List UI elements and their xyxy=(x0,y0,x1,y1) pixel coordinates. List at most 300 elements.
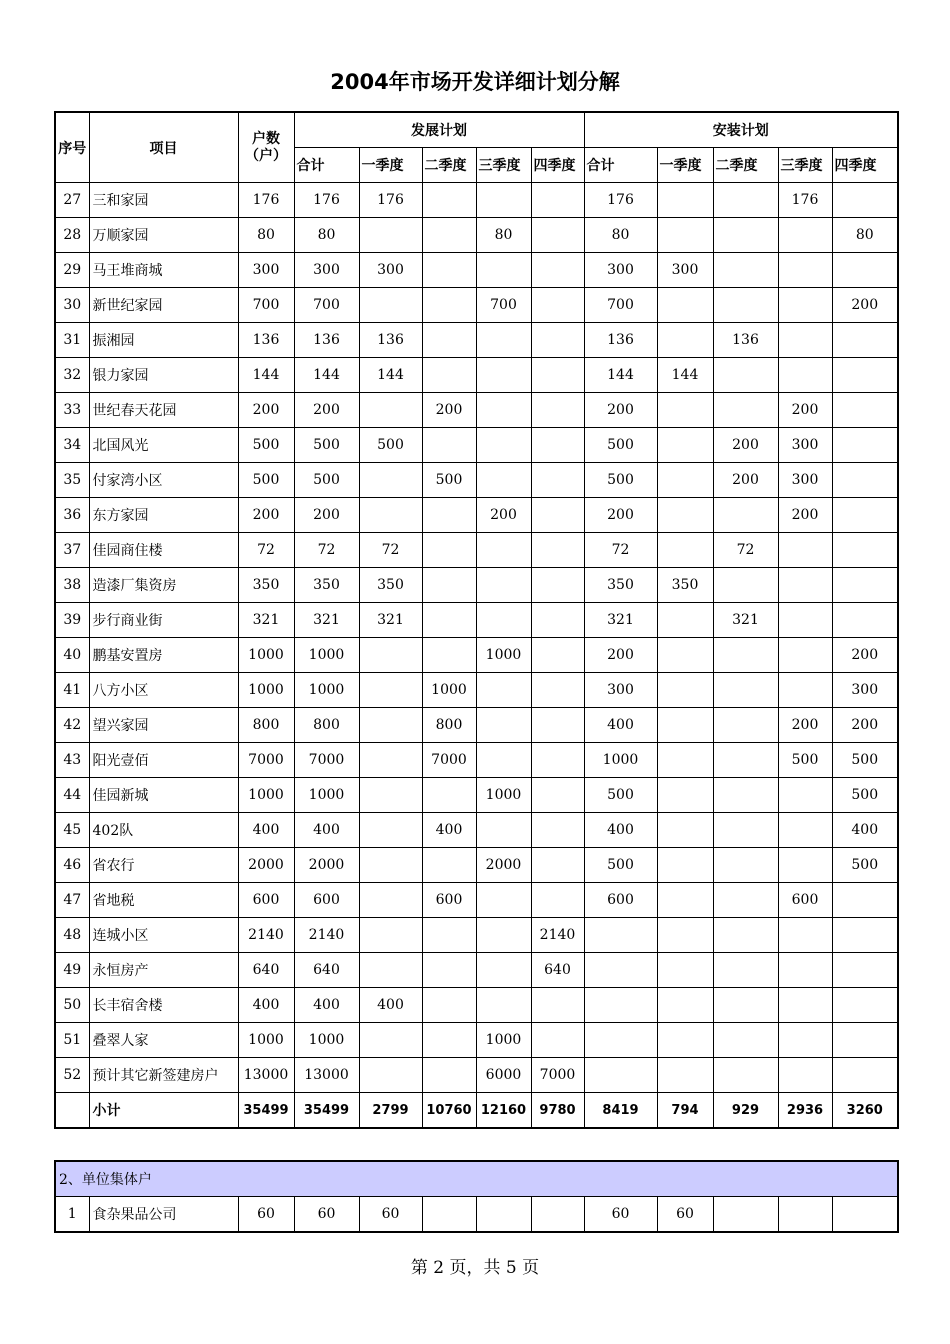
dev-plan-cell: 200 xyxy=(294,393,359,428)
subtotal-cell: 9780 xyxy=(531,1093,584,1129)
row-number: 36 xyxy=(55,498,89,533)
install-plan-cell xyxy=(657,183,713,218)
dev-plan-cell xyxy=(359,218,422,253)
install-plan-cell: 500 xyxy=(832,743,898,778)
dev-plan-cell: 2000 xyxy=(476,848,531,883)
dev-plan-cell xyxy=(531,708,584,743)
install-plan-cell xyxy=(713,673,778,708)
table-row xyxy=(55,533,898,568)
install-plan-cell xyxy=(657,498,713,533)
dev-plan-cell: 600 xyxy=(422,883,476,918)
dev-plan-cell: 1000 xyxy=(476,1023,531,1058)
dev-plan-cell: 7000 xyxy=(294,743,359,778)
install-plan-cell xyxy=(657,533,713,568)
row-households: 1000 xyxy=(238,778,294,813)
install-plan-cell: 200 xyxy=(778,498,832,533)
header-item: 项目 xyxy=(89,112,238,183)
dev-plan-cell: 1000 xyxy=(422,673,476,708)
dev-plan-cell xyxy=(359,883,422,918)
install-plan-cell xyxy=(713,253,778,288)
page-number: 第 2 页，共 5 页 xyxy=(410,1258,540,1278)
dev-plan-cell xyxy=(531,393,584,428)
install-plan-cell: 500 xyxy=(832,848,898,883)
install-plan-cell xyxy=(778,918,832,953)
install-plan-cell: 200 xyxy=(778,393,832,428)
install-plan-cell: 300 xyxy=(584,253,657,288)
dev-plan-cell xyxy=(422,638,476,673)
dev-plan-cell xyxy=(531,463,584,498)
subtotal-cell: 929 xyxy=(713,1093,778,1129)
install-plan-cell xyxy=(713,813,778,848)
install-plan-cell xyxy=(584,1058,657,1093)
install-plan-cell: 500 xyxy=(778,743,832,778)
row-item-name: 银力家园 xyxy=(89,358,238,393)
install-plan-cell: 200 xyxy=(832,288,898,323)
install-plan-cell xyxy=(832,1023,898,1058)
install-plan-cell: 200 xyxy=(584,638,657,673)
table-row xyxy=(55,673,898,708)
row-item-name: 鹏基安置房 xyxy=(89,638,238,673)
install-plan-cell: 144 xyxy=(657,358,713,393)
install-plan-cell xyxy=(713,778,778,813)
header-install-plan: 安装计划 xyxy=(584,112,898,148)
dev-plan-cell: 176 xyxy=(294,183,359,218)
plan-table xyxy=(54,111,899,1129)
collective-table xyxy=(54,1160,899,1233)
section-title: 2、单位集体户 xyxy=(55,1161,898,1197)
dev-plan-cell xyxy=(422,183,476,218)
table-row xyxy=(55,1197,898,1233)
install-plan-cell xyxy=(778,1197,832,1233)
dev-plan-cell: 700 xyxy=(476,288,531,323)
row-number: 43 xyxy=(55,743,89,778)
install-plan-cell xyxy=(657,743,713,778)
row-households: 2000 xyxy=(238,848,294,883)
install-plan-cell xyxy=(778,288,832,323)
install-plan-cell: 72 xyxy=(584,533,657,568)
row-number: 50 xyxy=(55,988,89,1023)
dev-plan-cell: 80 xyxy=(294,218,359,253)
row-number: 34 xyxy=(55,428,89,463)
install-plan-cell xyxy=(832,428,898,463)
subtotal-cell: 10760 xyxy=(422,1093,476,1129)
subtotal-label: 小计 xyxy=(89,1093,238,1129)
install-plan-cell xyxy=(713,918,778,953)
table-row xyxy=(55,218,898,253)
row-households: 60 xyxy=(238,1197,294,1233)
dev-plan-cell xyxy=(422,428,476,463)
install-plan-cell xyxy=(584,988,657,1023)
install-plan-cell xyxy=(713,953,778,988)
row-item-name: 402队 xyxy=(89,813,238,848)
row-households: 500 xyxy=(238,463,294,498)
install-plan-cell xyxy=(713,848,778,883)
dev-plan-cell xyxy=(359,813,422,848)
install-plan-cell xyxy=(778,638,832,673)
table-row xyxy=(55,463,898,498)
dev-plan-cell xyxy=(531,778,584,813)
table-row xyxy=(55,253,898,288)
row-households: 800 xyxy=(238,708,294,743)
row-item-name: 食杂果品公司 xyxy=(89,1197,238,1233)
dev-plan-cell: 321 xyxy=(359,603,422,638)
dev-plan-cell xyxy=(476,568,531,603)
dev-plan-cell xyxy=(476,988,531,1023)
table-row xyxy=(55,183,898,218)
header-dev-q2: 二季度 xyxy=(422,148,476,183)
install-plan-cell xyxy=(657,953,713,988)
subtotal-no xyxy=(55,1093,89,1129)
table-row xyxy=(55,778,898,813)
dev-plan-cell: 500 xyxy=(359,428,422,463)
dev-plan-cell xyxy=(422,288,476,323)
install-plan-cell xyxy=(832,323,898,358)
install-plan-cell xyxy=(832,253,898,288)
install-plan-cell: 600 xyxy=(778,883,832,918)
dev-plan-cell xyxy=(531,253,584,288)
row-item-name: 望兴家园 xyxy=(89,708,238,743)
install-plan-cell: 200 xyxy=(584,393,657,428)
row-number: 28 xyxy=(55,218,89,253)
install-plan-cell xyxy=(832,1197,898,1233)
install-plan-cell xyxy=(713,638,778,673)
row-households: 350 xyxy=(238,568,294,603)
install-plan-cell xyxy=(713,218,778,253)
dev-plan-cell xyxy=(476,708,531,743)
install-plan-cell xyxy=(657,218,713,253)
dev-plan-cell xyxy=(476,673,531,708)
install-plan-cell: 200 xyxy=(584,498,657,533)
row-item-name: 八方小区 xyxy=(89,673,238,708)
dev-plan-cell xyxy=(422,1058,476,1093)
row-number: 1 xyxy=(55,1197,89,1233)
dev-plan-cell xyxy=(359,638,422,673)
header-dev-q1: 一季度 xyxy=(359,148,422,183)
install-plan-cell xyxy=(713,708,778,743)
dev-plan-cell xyxy=(359,778,422,813)
dev-plan-cell xyxy=(531,568,584,603)
install-plan-cell: 400 xyxy=(584,708,657,743)
dev-plan-cell: 800 xyxy=(294,708,359,743)
dev-plan-cell: 7000 xyxy=(531,1058,584,1093)
install-plan-cell xyxy=(713,1058,778,1093)
dev-plan-cell xyxy=(422,253,476,288)
install-plan-cell xyxy=(657,463,713,498)
subtotal-row xyxy=(55,1093,898,1129)
dev-plan-cell xyxy=(476,813,531,848)
dev-plan-cell xyxy=(531,1023,584,1058)
row-item-name: 永恒房产 xyxy=(89,953,238,988)
dev-plan-cell: 350 xyxy=(294,568,359,603)
header-install-total: 合计 xyxy=(584,148,657,183)
dev-plan-cell: 700 xyxy=(294,288,359,323)
install-plan-cell xyxy=(778,848,832,883)
dev-plan-cell xyxy=(422,1023,476,1058)
dev-plan-cell xyxy=(531,638,584,673)
row-households: 1000 xyxy=(238,673,294,708)
install-plan-cell xyxy=(713,498,778,533)
subtotal-cell: 8419 xyxy=(584,1093,657,1129)
dev-plan-cell: 400 xyxy=(294,813,359,848)
install-plan-cell xyxy=(778,533,832,568)
install-plan-cell xyxy=(778,1023,832,1058)
dev-plan-cell: 1000 xyxy=(294,1023,359,1058)
install-plan-cell: 500 xyxy=(584,778,657,813)
row-households: 200 xyxy=(238,393,294,428)
install-plan-cell: 600 xyxy=(584,883,657,918)
install-plan-cell: 1000 xyxy=(584,743,657,778)
dev-plan-cell xyxy=(531,323,584,358)
row-number: 51 xyxy=(55,1023,89,1058)
install-plan-cell: 136 xyxy=(584,323,657,358)
row-households: 500 xyxy=(238,428,294,463)
row-number: 41 xyxy=(55,673,89,708)
dev-plan-cell: 400 xyxy=(294,988,359,1023)
dev-plan-cell: 350 xyxy=(359,568,422,603)
dev-plan-cell xyxy=(476,743,531,778)
install-plan-cell: 500 xyxy=(584,463,657,498)
dev-plan-cell: 1000 xyxy=(294,778,359,813)
install-plan-cell xyxy=(657,813,713,848)
dev-plan-cell xyxy=(422,1197,476,1233)
subtotal-cell: 3260 xyxy=(832,1093,898,1129)
install-plan-cell xyxy=(832,1058,898,1093)
install-plan-cell: 200 xyxy=(778,708,832,743)
install-plan-cell xyxy=(657,288,713,323)
install-plan-cell xyxy=(832,603,898,638)
page-footer xyxy=(0,1256,950,1280)
dev-plan-cell: 60 xyxy=(359,1197,422,1233)
install-plan-cell xyxy=(657,638,713,673)
dev-plan-cell: 136 xyxy=(359,323,422,358)
dev-plan-cell xyxy=(359,288,422,323)
install-plan-cell: 200 xyxy=(832,638,898,673)
subtotal-cell: 35499 xyxy=(294,1093,359,1129)
dev-plan-cell xyxy=(531,988,584,1023)
dev-plan-cell: 200 xyxy=(294,498,359,533)
install-plan-cell: 136 xyxy=(713,323,778,358)
install-plan-cell xyxy=(832,393,898,428)
dev-plan-cell xyxy=(531,1197,584,1233)
header-install-q3: 三季度 xyxy=(778,148,832,183)
dev-plan-cell xyxy=(531,813,584,848)
install-plan-cell xyxy=(778,988,832,1023)
row-item-name: 造漆厂集资房 xyxy=(89,568,238,603)
dev-plan-cell xyxy=(476,463,531,498)
header-dev-plan: 发展计划 xyxy=(294,112,584,148)
row-item-name: 省地税 xyxy=(89,883,238,918)
row-number: 31 xyxy=(55,323,89,358)
dev-plan-cell xyxy=(422,848,476,883)
dev-plan-cell xyxy=(422,953,476,988)
row-households: 1000 xyxy=(238,1023,294,1058)
dev-plan-cell: 800 xyxy=(422,708,476,743)
row-number: 30 xyxy=(55,288,89,323)
dev-plan-cell: 1000 xyxy=(476,778,531,813)
dev-plan-cell xyxy=(476,253,531,288)
install-plan-cell: 80 xyxy=(832,218,898,253)
install-plan-cell xyxy=(778,603,832,638)
dev-plan-cell xyxy=(359,953,422,988)
dev-plan-cell xyxy=(531,288,584,323)
install-plan-cell xyxy=(657,428,713,463)
dev-plan-cell xyxy=(476,358,531,393)
install-plan-cell xyxy=(713,183,778,218)
table-row xyxy=(55,848,898,883)
row-households: 700 xyxy=(238,288,294,323)
dev-plan-cell: 144 xyxy=(359,358,422,393)
table-row xyxy=(55,743,898,778)
row-households: 176 xyxy=(238,183,294,218)
dev-plan-cell xyxy=(422,323,476,358)
dev-plan-cell xyxy=(422,603,476,638)
subtotal-cell: 2799 xyxy=(359,1093,422,1129)
table-row xyxy=(55,393,898,428)
row-number: 47 xyxy=(55,883,89,918)
header-dev-total: 合计 xyxy=(294,148,359,183)
install-plan-cell xyxy=(584,1023,657,1058)
row-item-name: 万顺家园 xyxy=(89,218,238,253)
dev-plan-cell xyxy=(476,918,531,953)
row-number: 40 xyxy=(55,638,89,673)
install-plan-cell: 321 xyxy=(713,603,778,638)
dev-plan-cell xyxy=(359,1058,422,1093)
dev-plan-cell xyxy=(476,1197,531,1233)
install-plan-cell xyxy=(832,918,898,953)
install-plan-cell: 300 xyxy=(657,253,713,288)
header-install-q1: 一季度 xyxy=(657,148,713,183)
dev-plan-cell xyxy=(359,463,422,498)
row-number: 42 xyxy=(55,708,89,743)
install-plan-cell xyxy=(778,953,832,988)
dev-plan-cell xyxy=(422,533,476,568)
row-item-name: 振湘园 xyxy=(89,323,238,358)
dev-plan-cell xyxy=(359,918,422,953)
install-plan-cell xyxy=(584,918,657,953)
install-plan-cell xyxy=(713,288,778,323)
dev-plan-cell xyxy=(422,988,476,1023)
dev-plan-cell: 1000 xyxy=(294,673,359,708)
dev-plan-cell xyxy=(476,183,531,218)
install-plan-cell xyxy=(778,358,832,393)
table-row xyxy=(55,498,898,533)
subtotal-households: 35499 xyxy=(238,1093,294,1129)
install-plan-cell: 321 xyxy=(584,603,657,638)
dev-plan-cell: 72 xyxy=(359,533,422,568)
dev-plan-cell: 640 xyxy=(294,953,359,988)
dev-plan-cell: 321 xyxy=(294,603,359,638)
row-item-name: 步行商业街 xyxy=(89,603,238,638)
header-households: 户数（户） xyxy=(238,112,294,183)
row-number: 49 xyxy=(55,953,89,988)
row-item-name: 连城小区 xyxy=(89,918,238,953)
row-number: 52 xyxy=(55,1058,89,1093)
subtotal-cell: 2936 xyxy=(778,1093,832,1129)
dev-plan-cell xyxy=(359,673,422,708)
row-households: 136 xyxy=(238,323,294,358)
install-plan-cell xyxy=(657,1023,713,1058)
install-plan-cell xyxy=(713,743,778,778)
row-item-name: 叠翠人家 xyxy=(89,1023,238,1058)
install-plan-cell xyxy=(657,1058,713,1093)
table-row xyxy=(55,603,898,638)
table-row xyxy=(55,953,898,988)
row-number: 48 xyxy=(55,918,89,953)
install-plan-cell xyxy=(832,953,898,988)
install-plan-cell xyxy=(778,323,832,358)
row-item-name: 世纪春天花园 xyxy=(89,393,238,428)
install-plan-cell xyxy=(778,253,832,288)
table-row xyxy=(55,358,898,393)
table-row xyxy=(55,988,898,1023)
install-plan-cell: 300 xyxy=(584,673,657,708)
dev-plan-cell xyxy=(531,183,584,218)
dev-plan-cell xyxy=(359,743,422,778)
header-install-q2: 二季度 xyxy=(713,148,778,183)
install-plan-cell xyxy=(713,1197,778,1233)
row-number: 29 xyxy=(55,253,89,288)
install-plan-cell xyxy=(657,673,713,708)
row-households: 400 xyxy=(238,813,294,848)
dev-plan-cell: 2000 xyxy=(294,848,359,883)
install-plan-cell: 60 xyxy=(584,1197,657,1233)
dev-plan-cell: 200 xyxy=(476,498,531,533)
dev-plan-cell xyxy=(359,708,422,743)
install-plan-cell xyxy=(778,218,832,253)
table-row xyxy=(55,708,898,743)
install-plan-cell xyxy=(657,323,713,358)
row-households: 13000 xyxy=(238,1058,294,1093)
install-plan-cell: 500 xyxy=(584,428,657,463)
row-item-name: 佳园商住楼 xyxy=(89,533,238,568)
dev-plan-cell: 200 xyxy=(422,393,476,428)
install-plan-cell xyxy=(713,883,778,918)
install-plan-cell: 144 xyxy=(584,358,657,393)
header-dev-q3: 三季度 xyxy=(476,148,531,183)
row-households: 600 xyxy=(238,883,294,918)
row-households: 144 xyxy=(238,358,294,393)
install-plan-cell xyxy=(713,393,778,428)
dev-plan-cell xyxy=(476,953,531,988)
page-title: 2004年市场开发详细计划分解 xyxy=(330,70,620,94)
install-plan-cell: 200 xyxy=(713,428,778,463)
install-plan-cell xyxy=(778,778,832,813)
dev-plan-cell: 500 xyxy=(294,463,359,498)
dev-plan-cell xyxy=(476,393,531,428)
table-row xyxy=(55,918,898,953)
table-row xyxy=(55,288,898,323)
dev-plan-cell: 2140 xyxy=(294,918,359,953)
plan-table-body xyxy=(55,183,898,1093)
dev-plan-cell: 500 xyxy=(294,428,359,463)
dev-plan-cell xyxy=(359,393,422,428)
install-plan-cell: 176 xyxy=(584,183,657,218)
install-plan-cell: 60 xyxy=(657,1197,713,1233)
dev-plan-cell: 300 xyxy=(359,253,422,288)
install-plan-cell xyxy=(832,568,898,603)
install-plan-cell: 350 xyxy=(584,568,657,603)
install-plan-cell xyxy=(657,778,713,813)
row-number: 37 xyxy=(55,533,89,568)
row-households: 80 xyxy=(238,218,294,253)
header-dev-q4: 四季度 xyxy=(531,148,584,183)
row-item-name: 马王堆商城 xyxy=(89,253,238,288)
install-plan-cell xyxy=(584,953,657,988)
install-plan-cell: 300 xyxy=(778,463,832,498)
dev-plan-cell xyxy=(422,568,476,603)
install-plan-cell xyxy=(832,533,898,568)
table-row xyxy=(55,323,898,358)
